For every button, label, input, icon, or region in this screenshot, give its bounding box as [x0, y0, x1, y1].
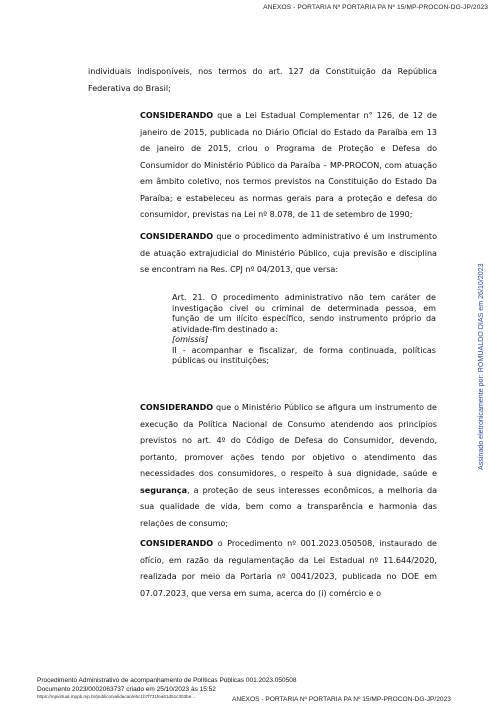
paragraph-text: que a Lei Estadual Complementar n° 126, de 12 de janeiro de 2015, publicada no Diário Oficial do Estado da Paraíba em 13 de janeiro de 2015, criou o Programa de Proteção e Defesa do Consumidor do Ministério Público da Paraíba – MP-PROCON, com atuação em âmbito coletivo, nos termos previstos na Constituição do Estado Da Paraíba; e estabeleceu as normas gerais para a proteção e defesa do consumidor, previstas na Lei nº 8.078, de 11 de setembro de 1990;: [140, 111, 437, 219]
electronic-signature-stamp: Assinado eletronicamente por: ROMUALDO DIAS em 26/10/2023: [477, 263, 485, 470]
quote-item-text: II - acompanhar e fiscalizar, de forma continuada, políticas públicas ou instituições;: [172, 345, 436, 365]
footer-validation-link[interactable]: https://mpvirtual.mppb.mp.br/publico/validacao/e5c1b7f731fea61d51c303be...: [37, 694, 196, 699]
paragraph-considerando-1: [88, 108, 437, 224]
paragraph-text: o Procedimento nº 001.2023.050508, instaurado de ofício, em razão da regulamentação da Lei Estadual nº 11.644/2020, realizada por meio da Portaria nº 0041/2023, publicada no DOE em 07.07.2023, que versa em suma, acerca do (i) comércio e o: [140, 539, 437, 598]
quote-omissis: [omissis]: [172, 335, 209, 344]
paragraph-considerando-2: [88, 229, 437, 279]
considerando-label: CONSIDERANDO: [140, 111, 214, 120]
considerando-label: CONSIDERANDO: [140, 232, 214, 241]
considerando-label: CONSIDERANDO: [140, 539, 214, 548]
paragraph-text: que o procedimento administrativo é um instrumento de atuação extrajudicial do Ministério Público, cuja previsão e disciplina se encontram na Res. CPJ nº 04/2013, que versa:: [140, 232, 437, 274]
paragraph-considerando-3: [88, 400, 437, 532]
paragraph-text: individuais indisponíveis, nos termos do art. 127 da Constituição da República Federativa do Brasil;: [88, 67, 437, 93]
considerando-label: CONSIDERANDO: [140, 403, 214, 412]
page-footer-header: ANEXOS - PORTARIA Nº PORTARIA PA Nº 15/MP-PROCON-DG-JP/2023: [232, 696, 451, 703]
bold-term: segurança: [140, 485, 188, 495]
page-header: ANEXOS - PORTARIA Nº PORTARIA PA Nº 15/MP-PROCON-DG-JP/2023: [263, 4, 488, 11]
paragraph-continuation: [88, 64, 437, 97]
quote-article-text: Art. 21. O procedimento administrativo não tem caráter de investigação cível ou criminal de determinada pessoa, em função de um ilícito específico, sendo instrumento próprio da atividade-fim destinado a:: [172, 293, 436, 334]
paragraph-text: , a proteção de seus interesses econômicos, a melhoria da sua qualidade de vida, bem como a transparência e harmonia das relações de consumo;: [140, 485, 437, 528]
quoted-article: [172, 293, 436, 367]
footer-document-id: Documento 2023/0002063737 criado em 25/10/2023 às 15:52: [37, 685, 216, 693]
footer-procedure: Procedimento Administrativo de acompanhamento de Políticas Públicas 001.2023.050508: [37, 677, 297, 684]
paragraph-considerando-4: [88, 536, 437, 602]
paragraph-text: que o Ministério Público se afigura um instrumento de execução da Política Nacional de Consumo atendendo aos princípios previstos no art. 4º do Código de Defesa do Consumidor, devendo, portanto, promover ações tendo por objetivo o atendimento das necessidades dos consumidores, o respeito à sua dignidade, saúde e: [140, 403, 437, 478]
